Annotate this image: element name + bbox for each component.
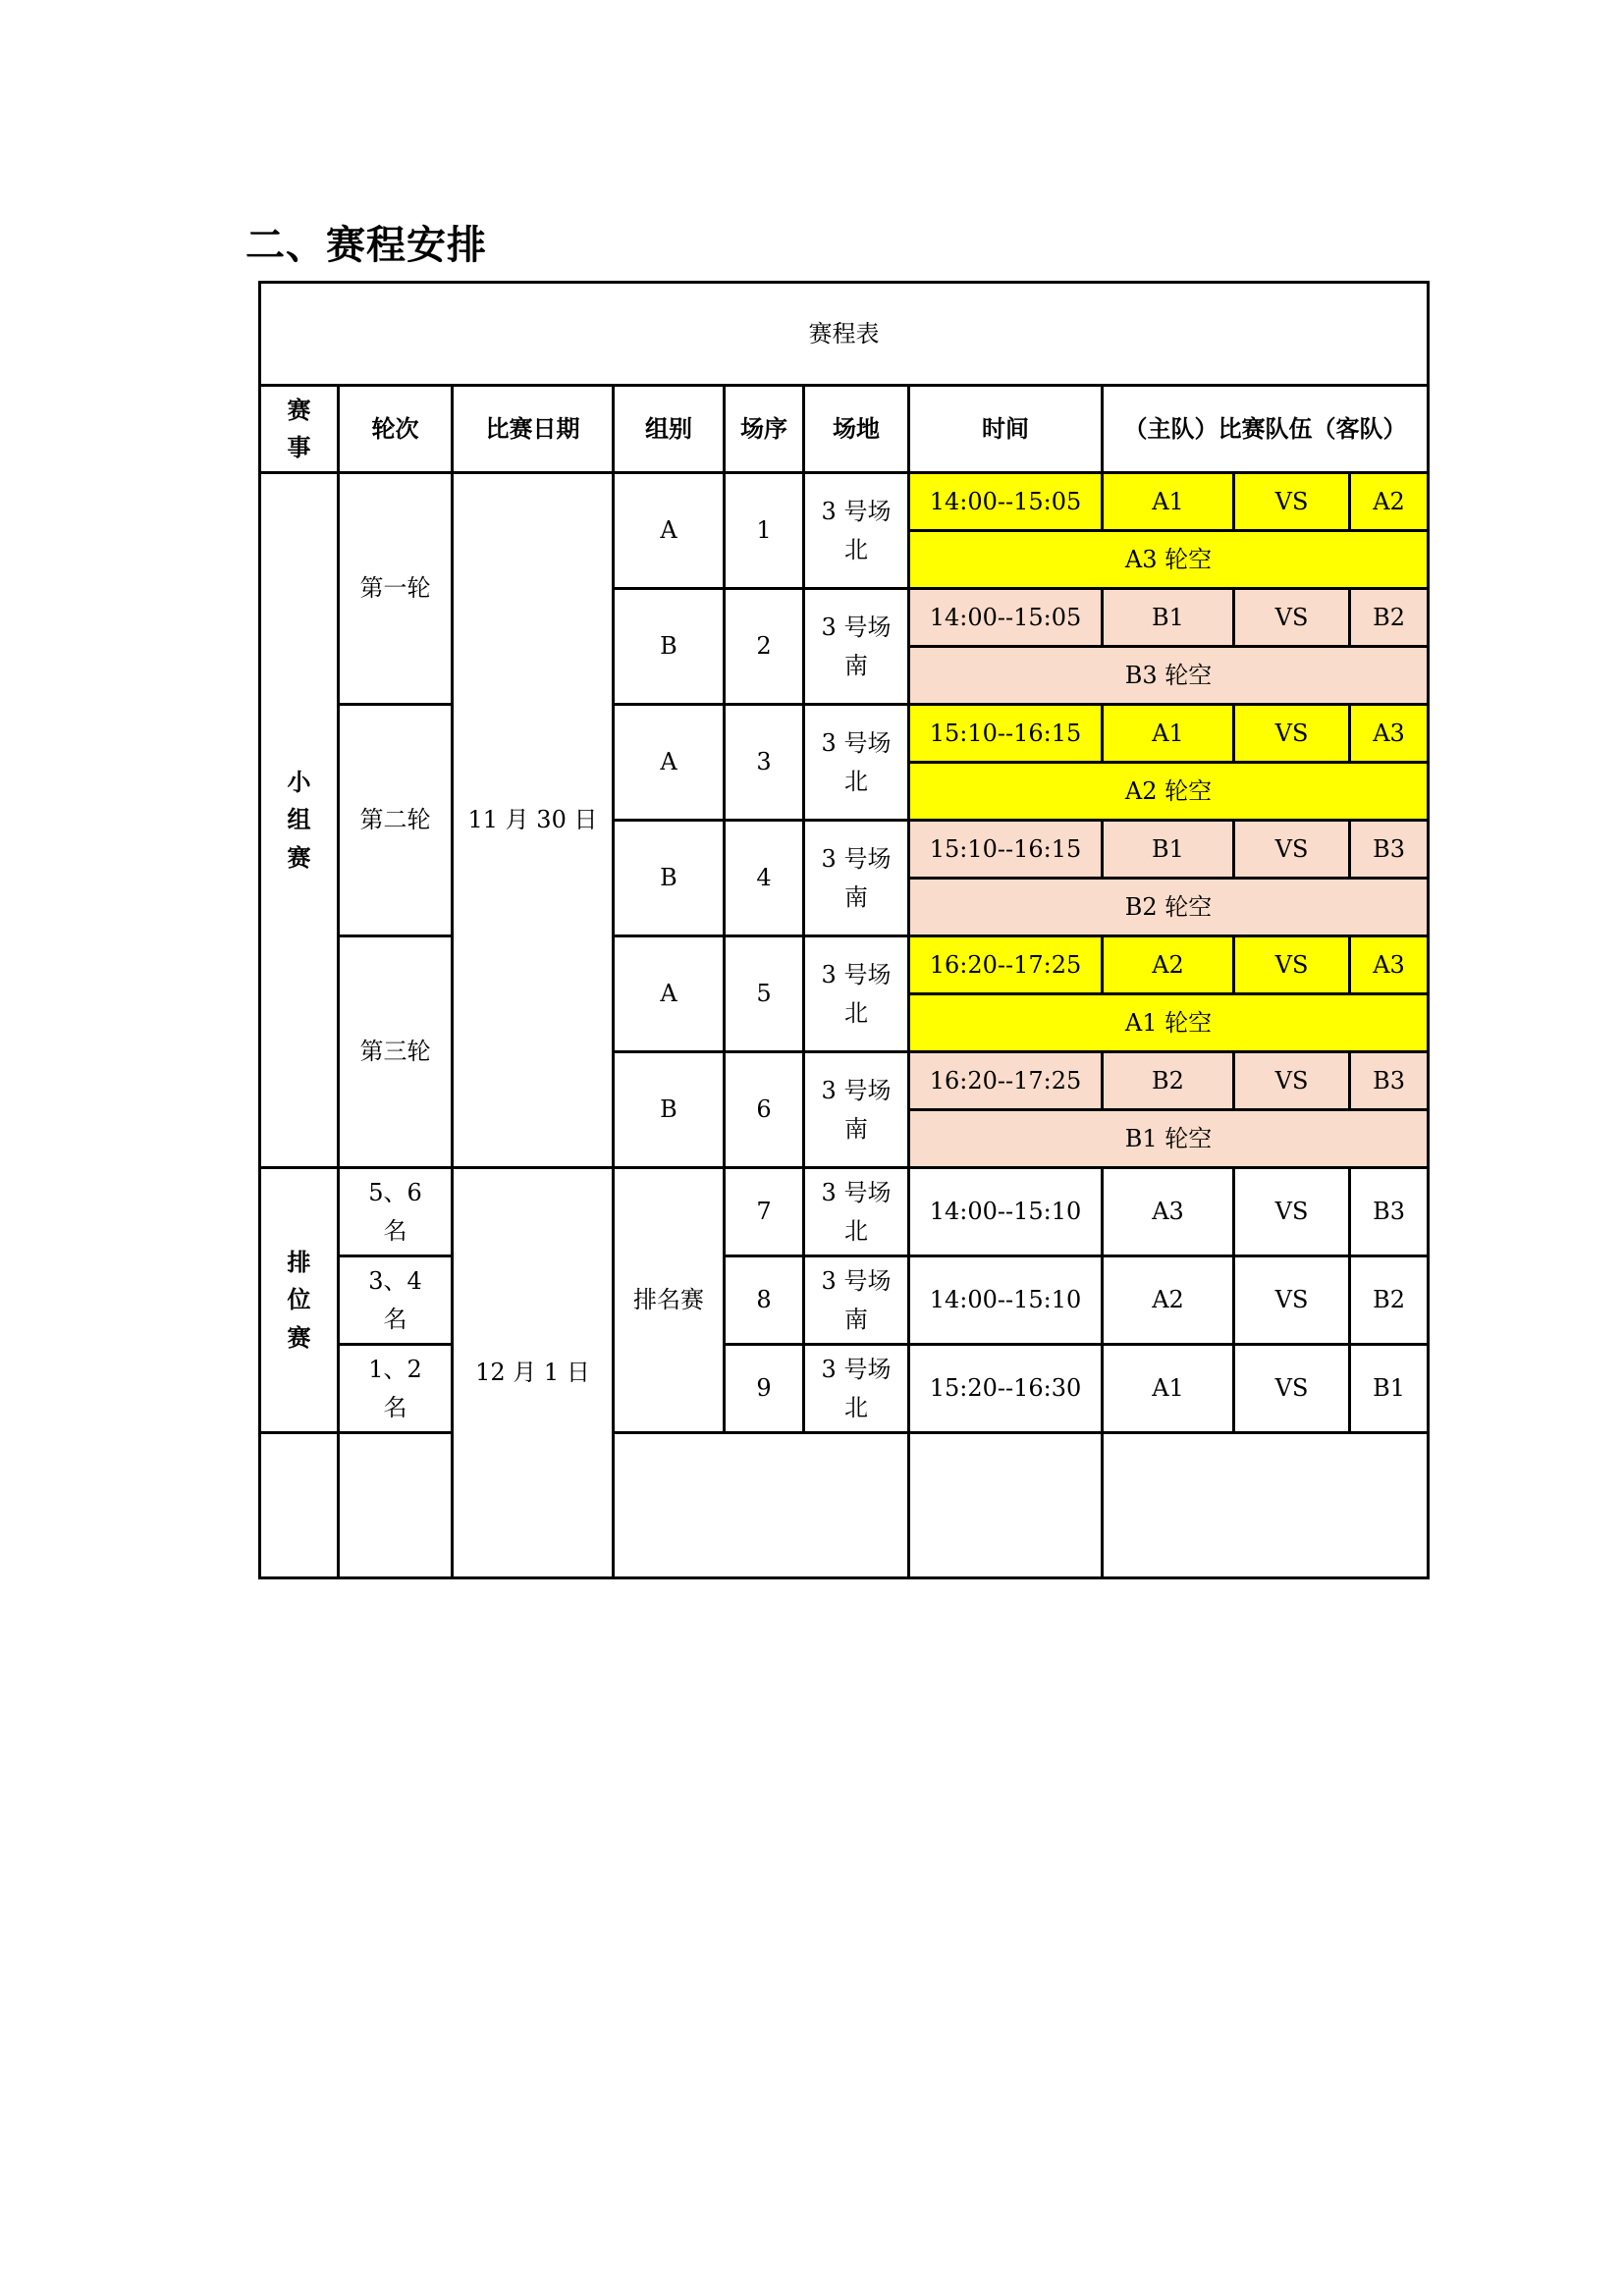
ranking-stage-date: 12 月 1 日 — [453, 1168, 614, 1578]
home-team: B2 — [1103, 1052, 1234, 1110]
table-row — [260, 1345, 1429, 1433]
venue-cell: 3 号场北 — [804, 936, 909, 1052]
empty-cell — [614, 1433, 909, 1578]
table-row — [260, 473, 1429, 531]
round-label: 1、2 名 — [339, 1345, 453, 1433]
empty-cell — [909, 1433, 1103, 1578]
venue-cell: 3 号场南 — [804, 1256, 909, 1345]
header-event: 赛事 — [260, 386, 339, 473]
home-team: A1 — [1103, 473, 1234, 531]
ranking-stage-label: 排位赛 — [260, 1168, 339, 1433]
vs-label: VS — [1234, 1052, 1350, 1110]
bye-cell: A1 轮空 — [909, 994, 1429, 1052]
header-venue: 场地 — [804, 386, 909, 473]
time-cell: 15:20--16:30 — [909, 1345, 1103, 1433]
order-cell: 3 — [725, 705, 804, 821]
order-cell: 4 — [725, 821, 804, 936]
venue-cell: 3 号场南 — [804, 1052, 909, 1168]
header-date: 比赛日期 — [453, 386, 614, 473]
home-team: A2 — [1103, 1256, 1234, 1345]
away-team: A3 — [1350, 936, 1429, 994]
order-cell: 7 — [725, 1168, 804, 1256]
group-cell: A — [614, 936, 725, 1052]
time-cell: 15:10--16:15 — [909, 821, 1103, 879]
time-cell: 16:20--17:25 — [909, 1052, 1103, 1110]
venue-cell: 3 号场南 — [804, 589, 909, 705]
table-row — [260, 1256, 1429, 1345]
home-team: A2 — [1103, 936, 1234, 994]
order-cell: 5 — [725, 936, 804, 1052]
table-row — [260, 1168, 1429, 1256]
away-team: B2 — [1350, 589, 1429, 647]
round-label: 第三轮 — [339, 936, 453, 1168]
away-team: A2 — [1350, 473, 1429, 531]
home-team: B1 — [1103, 821, 1234, 879]
order-cell: 1 — [725, 473, 804, 589]
time-cell: 14:00--15:05 — [909, 589, 1103, 647]
bye-cell: A2 轮空 — [909, 763, 1429, 821]
time-cell: 14:00--15:10 — [909, 1256, 1103, 1345]
away-team: B3 — [1350, 1052, 1429, 1110]
order-cell: 6 — [725, 1052, 804, 1168]
round-label: 第一轮 — [339, 473, 453, 705]
time-cell: 14:00--15:05 — [909, 473, 1103, 531]
away-team: B3 — [1350, 1168, 1429, 1256]
home-team: B1 — [1103, 589, 1234, 647]
vs-label: VS — [1234, 821, 1350, 879]
away-team: B2 — [1350, 1256, 1429, 1345]
round-label: 第二轮 — [339, 705, 453, 936]
header-order: 场序 — [725, 386, 804, 473]
schedule-table — [258, 281, 1430, 1579]
venue-cell: 3 号场北 — [804, 1168, 909, 1256]
vs-label: VS — [1234, 473, 1350, 531]
round-label: 5、6 名 — [339, 1168, 453, 1256]
table-title: 赛程表 — [260, 283, 1429, 386]
venue-cell: 3 号场北 — [804, 1345, 909, 1433]
order-cell: 2 — [725, 589, 804, 705]
vs-label: VS — [1234, 589, 1350, 647]
table-row — [260, 705, 1429, 763]
round-label: 3、4 名 — [339, 1256, 453, 1345]
group-cell: B — [614, 589, 725, 705]
venue-cell: 3 号场北 — [804, 705, 909, 821]
vs-label: VS — [1234, 705, 1350, 763]
table-row — [260, 936, 1429, 994]
group-cell: 排名赛 — [614, 1168, 725, 1433]
header-round: 轮次 — [339, 386, 453, 473]
venue-cell: 3 号场南 — [804, 821, 909, 936]
group-cell: B — [614, 821, 725, 936]
group-stage-label: 小组赛 — [260, 473, 339, 1168]
order-cell: 9 — [725, 1345, 804, 1433]
vs-label: VS — [1234, 936, 1350, 994]
group-stage-date: 11 月 30 日 — [453, 473, 614, 1168]
header-row — [260, 386, 1429, 473]
away-team: B3 — [1350, 821, 1429, 879]
empty-cell — [1103, 1433, 1429, 1578]
bye-cell: B2 轮空 — [909, 879, 1429, 936]
group-cell: B — [614, 1052, 725, 1168]
venue-cell: 3 号场北 — [804, 473, 909, 589]
section-heading: 二、赛程安排 — [245, 223, 487, 268]
time-cell: 15:10--16:15 — [909, 705, 1103, 763]
header-group: 组别 — [614, 386, 725, 473]
home-team: A1 — [1103, 705, 1234, 763]
group-cell: A — [614, 705, 725, 821]
empty-cell — [260, 1433, 339, 1578]
header-time: 时间 — [909, 386, 1103, 473]
home-team: A3 — [1103, 1168, 1234, 1256]
empty-cell — [339, 1433, 453, 1578]
time-cell: 14:00--15:10 — [909, 1168, 1103, 1256]
home-team: A1 — [1103, 1345, 1234, 1433]
group-cell: A — [614, 473, 725, 589]
away-team: B1 — [1350, 1345, 1429, 1433]
bye-cell: A3 轮空 — [909, 531, 1429, 589]
away-team: A3 — [1350, 705, 1429, 763]
time-cell: 16:20--17:25 — [909, 936, 1103, 994]
header-teams: （主队）比赛队伍（客队） — [1103, 386, 1429, 473]
vs-label: VS — [1234, 1345, 1350, 1433]
vs-label: VS — [1234, 1256, 1350, 1345]
bye-cell: B3 轮空 — [909, 647, 1429, 705]
empty-row — [260, 1433, 1429, 1578]
order-cell: 8 — [725, 1256, 804, 1345]
vs-label: VS — [1234, 1168, 1350, 1256]
bye-cell: B1 轮空 — [909, 1110, 1429, 1168]
